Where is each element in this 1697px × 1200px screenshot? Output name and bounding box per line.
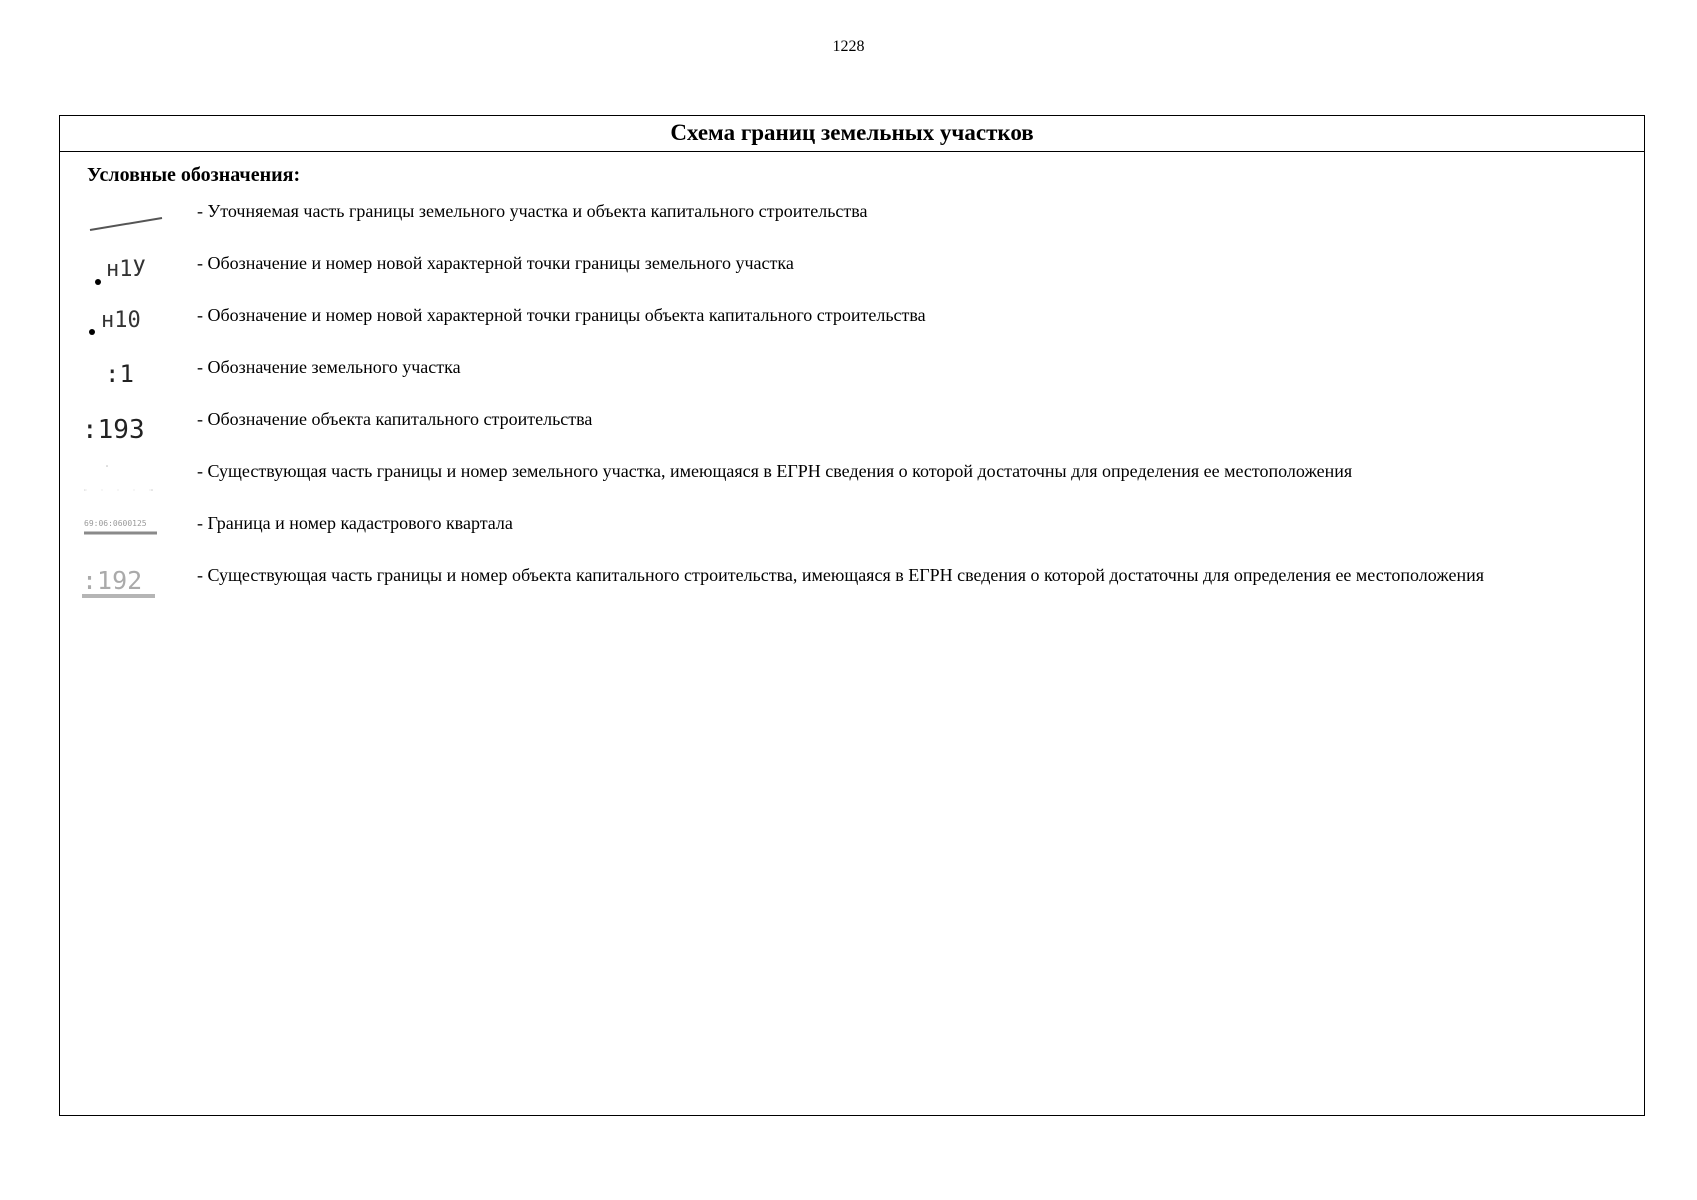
legend-item-text: - Существующая часть границы и номер объекта капитального строительства, имеющаяся в ЕГРН сведения о которой достаточны для определения ее местоположения: [197, 565, 1485, 585]
existing-capital-object-label: :192: [82, 566, 143, 595]
legend-item-text: - Обозначение и номер новой характерной точки границы земельного участка: [197, 253, 794, 273]
new-land-point-label: н1У: [106, 257, 146, 282]
scheme-title: Схема границ земельных участков: [60, 116, 1644, 152]
refined-boundary-line-icon: [82, 200, 192, 250]
scheme-frame: [59, 115, 1645, 1116]
new-land-point-icon: [82, 252, 192, 302]
existing-land-boundary-icon: [82, 460, 192, 510]
existing-capital-object-icon: [82, 564, 192, 614]
land-parcel-label-icon: [82, 356, 192, 406]
page-number: 1228: [832, 38, 865, 55]
capital-object-label: :193: [82, 415, 145, 445]
legend-item-text: - Граница и номер кадастрового квартала: [197, 513, 513, 533]
legend-item-text: - Обозначение объекта капитального строительства: [197, 409, 593, 429]
legend-heading: Условные обозначения:: [87, 164, 301, 186]
legend-item-text: - Уточняемая часть границы земельного участка и объекта капитального строительства: [197, 201, 868, 221]
legend-item-text: - Обозначение земельного участка: [197, 357, 461, 377]
cadastral-quarter-boundary-icon: [82, 512, 192, 562]
new-building-point-icon: [82, 304, 192, 354]
legend-item-text: - Обозначение и номер новой характерной точки границы объекта капитального строительства: [197, 305, 926, 325]
new-building-point-label: н10: [101, 308, 141, 333]
cadastral-quarter-number: 69:06:0600125: [84, 519, 147, 528]
capital-object-label-icon: [82, 408, 192, 458]
legend-item-text: - Существующая часть границы и номер земельного участка, имеющаяся в ЕГРН сведения о которой достаточны для определения ее местоположения: [197, 461, 1353, 481]
land-parcel-label: :1: [105, 360, 134, 388]
